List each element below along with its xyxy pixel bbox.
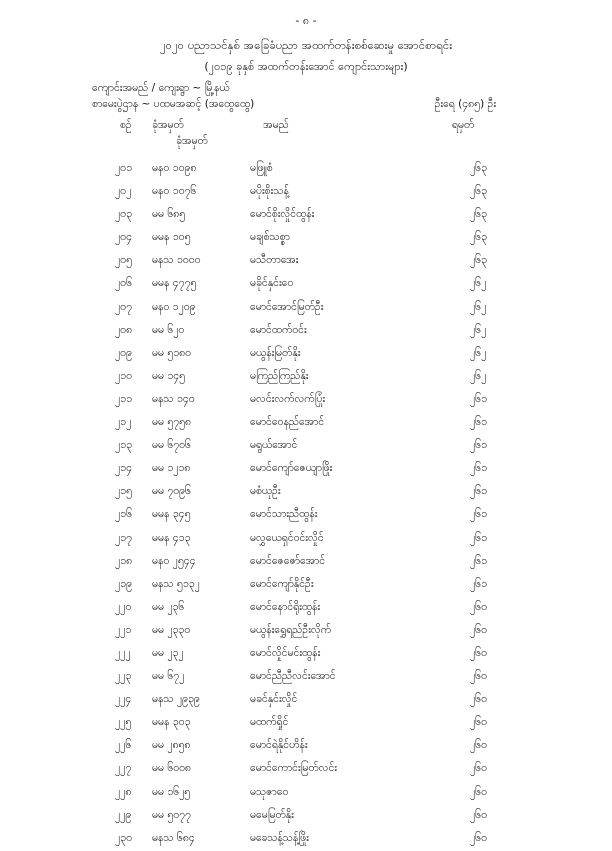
row-number: ၂၃၀ [115, 831, 132, 844]
row-number: ၂၁၇ [115, 531, 132, 544]
row-number: ၂၀၃ [115, 208, 132, 221]
row-number: ၂၁၃ [115, 439, 132, 452]
row-name: မောင်အောင်မြတ်ဦး [250, 300, 324, 313]
row-name: မလင်းလက်လက်ပြုံး [250, 392, 325, 405]
table-row [0, 643, 612, 666]
row-number: ၂၂၆ [115, 739, 132, 752]
row-roll: မမ ၆၇၀၆ [152, 439, 191, 452]
row-name: မောင်ကျော်နိုင်ဦး [250, 577, 314, 590]
table-row [0, 528, 612, 551]
row-number: ၂၂၂ [115, 646, 131, 659]
row-score: ၂၆၀ [470, 831, 487, 844]
row-name: မယွန်းရွှေရည်ဦးလိုက် [250, 623, 332, 636]
row-number: ၂၂၅ [115, 716, 132, 729]
row-score: ၂၆၁ [470, 508, 487, 521]
row-name: မမေမြတ်နိုး [250, 808, 294, 821]
table-row [0, 689, 612, 712]
table-row [0, 366, 612, 389]
document-title: ၂၀၂၀ ပညာသင်နှစ် အခြေခံပညာ အထက်တန်းစစ်ဆေးမှု အောင်စာရင်း [159, 38, 453, 52]
row-roll: မမ ၅၁၈၀ [152, 346, 192, 359]
header-score: ရမှတ် [452, 119, 475, 131]
row-roll: မမ ၂၃၂ [152, 646, 184, 659]
table-row [0, 712, 612, 735]
table-row [0, 389, 612, 412]
row-number: ၂၂၉ [115, 808, 132, 821]
table-row [0, 343, 612, 366]
row-score: ၂၆၂ [470, 346, 487, 359]
row-name: မထက်ရှိုင် [250, 716, 289, 729]
row-name: မယွန်းမြတ်နိုး [250, 346, 301, 359]
row-score: ၂၆၂ [470, 369, 487, 382]
table-row [0, 481, 612, 504]
table-row [0, 666, 612, 689]
row-score: ၂၆၀ [470, 739, 487, 752]
row-score: ၂၆၀ [470, 785, 487, 798]
row-name: မောင်စိုးလှိုင်ထွန်း [250, 208, 315, 221]
row-roll: မနသ ၂၉၃၉ [152, 693, 200, 706]
row-name: မချစ်သစ္စာ [250, 231, 290, 244]
row-name: မောင်ဇေဇော်အောင် [250, 554, 326, 567]
school-info: ကျောင်းအမည် / ကျေးရွာ ~ မြို့နယ် [92, 82, 230, 94]
row-roll: မမ ၂၃၆ [152, 600, 185, 613]
row-score: ၂၆၁ [470, 462, 487, 475]
exam-center-info: စာမေးပွဲဌာန ~ ပထမအဆင့် (အထွေထွေ) [92, 98, 255, 110]
row-roll: မမန ၄၇၇၅ [152, 277, 197, 290]
row-roll: မမ ၁၆၂၅ [152, 785, 191, 798]
row-number: ၂၂၀ [115, 600, 132, 613]
row-score: ၂၆၁ [470, 554, 487, 567]
document-subtitle: (၂၀၁၉ ခုနှစ် အထက်တန်းအောင် ကျောင်းသားများ) [204, 60, 408, 73]
row-roll: မနသ ၆၈၄ [152, 831, 195, 844]
row-number: ၂၁၁ [115, 392, 132, 405]
table-row [0, 181, 612, 204]
table-row [0, 597, 612, 620]
row-roll: မမ ၆၈၅ [152, 208, 186, 221]
row-name: မောင်သားညီထွန်း [250, 508, 318, 521]
results-table [0, 158, 612, 851]
header-roll: ခုံအမှတ် [152, 119, 184, 131]
page-number: - ၈ - [295, 14, 317, 27]
row-name: မောင်လှိုင်မင်းထွန်း [250, 646, 321, 659]
row-name: မရွယ်အောင် [250, 439, 298, 452]
table-row [0, 250, 612, 273]
table-row [0, 758, 612, 781]
row-score: ၂၆၁ [470, 439, 487, 452]
row-name: မောင်ကျော်ဇေယျာဖြိုး [250, 462, 333, 475]
row-number: ၂၀၇ [115, 300, 132, 313]
row-number: ၂၁၂ [115, 416, 132, 429]
row-score: ၂၆၀ [470, 646, 487, 659]
row-name: မဖြူစံ [250, 162, 273, 174]
header-roll-second-line: ခုံအမှတ် [176, 135, 208, 147]
row-number: ၂၂၄ [115, 693, 132, 706]
row-score: ၂၆၃ [470, 185, 487, 198]
row-number: ၂၀၉ [115, 346, 132, 359]
table-row [0, 158, 612, 181]
table-row [0, 435, 612, 458]
row-roll: မမ ၁၄၅ [152, 369, 186, 382]
table-row [0, 551, 612, 574]
row-number: ၂၁၅ [115, 485, 132, 498]
header-number: စဉ် [120, 119, 132, 131]
row-name: မောင်ကောင်းမြတ်လင်း [250, 762, 337, 775]
row-roll: မမန ၁၀၅ [152, 231, 191, 244]
row-score: ၂၆၀ [470, 670, 487, 683]
table-row [0, 273, 612, 296]
row-score: ၂၆၁ [470, 392, 487, 405]
row-number: ၂၀၅ [115, 254, 132, 267]
row-number: ၂၂၇ [115, 762, 132, 775]
table-row [0, 782, 612, 805]
row-number: ၂၂၃ [115, 670, 132, 683]
row-name: မခေသန့်သန့်ဖြိုး [250, 831, 309, 844]
row-roll: မမ ၆၇၂ [152, 670, 185, 683]
row-roll: မမ ၅၇၅၈ [152, 416, 192, 429]
row-name: မစံယုဦး [250, 485, 281, 498]
row-score: ၂၆၀ [470, 600, 487, 613]
row-roll: မမ ၆၂၀ [152, 323, 185, 336]
row-number: ၂၂၁ [115, 623, 132, 636]
row-name: မောင်ထက်ဝင်း [250, 323, 307, 336]
table-row [0, 412, 612, 435]
row-score: ၂၆၁ [470, 531, 487, 544]
row-roll: မနသ ၁၄၀ [152, 392, 195, 405]
row-number: ၂၁၀ [115, 369, 132, 382]
row-roll: မမ ၇၀၉၆ [152, 485, 191, 498]
row-number: ၂၀၆ [115, 277, 132, 290]
row-number: ၂၀၄ [115, 231, 132, 244]
row-name: မလွှယေရှင်ဝင်းလှိုင် [250, 531, 324, 544]
row-name: မသီတာအေး [250, 254, 299, 267]
row-score: ၂၆၂ [470, 300, 487, 313]
row-score: ၂၆၀ [470, 623, 487, 636]
table-row [0, 297, 612, 320]
table-row [0, 805, 612, 828]
row-score: ၂၆၃ [470, 254, 487, 267]
row-score: ၂၆၃ [470, 162, 487, 174]
row-roll: မနဝ ၁၂၀၉ [152, 300, 196, 313]
row-score: ၂၆၂ [470, 323, 487, 336]
row-score: ၂၆၁ [470, 577, 487, 590]
row-number: ၂၁၆ [115, 508, 132, 521]
row-name: မသုဇာဝေ [250, 785, 289, 798]
row-score: ၂၆၀ [470, 716, 487, 729]
row-name: မခိုင်နှင်းဝေ [250, 277, 294, 290]
row-score: ၂၆၀ [470, 693, 487, 706]
row-number: ၂၁၄ [115, 462, 132, 475]
row-score: ၂၆၂ [470, 277, 487, 290]
table-row [0, 458, 612, 481]
row-name: မောင်ရဲနိုင်ဟိန်း [250, 739, 308, 752]
row-roll: မမ ၅၀၇၇ [152, 808, 191, 821]
table-row [0, 227, 612, 250]
row-number: ၂၂၈ [115, 785, 132, 798]
row-roll: မမ ၂၈၅၈ [152, 739, 191, 752]
table-row [0, 828, 612, 851]
row-roll: မနသ ၁၀၀၀ [152, 254, 201, 267]
table-row [0, 574, 612, 597]
row-roll: မနဝ ၁၀၇၆ [152, 185, 197, 198]
row-roll: မမန ၃၀၃ [152, 716, 191, 729]
total-count: ဦးရေ (၄၈၅) ဦး [434, 98, 496, 110]
row-name: မကြည်ကြည်နိုး [250, 369, 309, 382]
row-score: ၂၆၃ [470, 208, 487, 221]
row-roll: မနသ ၅၁၃၂ [152, 577, 200, 590]
row-name: မောင်ဝေနည်အောင် [250, 416, 325, 429]
table-row [0, 620, 612, 643]
row-roll: မမ ၁၂၁၈ [152, 462, 191, 475]
row-number: ၂၀၈ [115, 323, 133, 336]
row-name: မပိုးစိုးသန့် [250, 185, 289, 198]
table-row [0, 204, 612, 227]
table-row [0, 504, 612, 527]
row-score: ၂၆၁ [470, 416, 487, 429]
row-number: ၂၁၉ [115, 577, 132, 590]
row-name: မောင်ညီညီလင်းအောင် [250, 670, 336, 683]
row-roll: မမန ၃၄၅ [152, 508, 191, 521]
header-name: အမည် [263, 119, 289, 131]
table-row [0, 320, 612, 343]
row-score: ၂၆၀ [470, 762, 487, 775]
row-number: ၂၀၁ [115, 162, 132, 174]
row-score: ၂၆၁ [470, 485, 487, 498]
row-name: မောင်နောင်ရိုးထွန်း [250, 600, 321, 613]
row-roll: မမ ၆၀၀၈ [152, 762, 192, 775]
row-number: ၂၁၈ [115, 554, 133, 567]
row-number: ၂၀၂ [115, 185, 132, 198]
row-score: ၂၆၀ [470, 808, 487, 821]
table-row [0, 735, 612, 758]
row-name: မခင်နှင်းလှိုင် [250, 693, 298, 706]
row-roll: မနဝ ၁၀၉၈ [152, 162, 197, 174]
row-roll: မမ ၂၃၃၀ [152, 623, 191, 636]
row-roll: မမန ၄၁၃ [152, 531, 191, 544]
row-roll: မနဝ ၂၅၄၄ [152, 554, 196, 567]
row-score: ၂၆၃ [470, 231, 487, 244]
